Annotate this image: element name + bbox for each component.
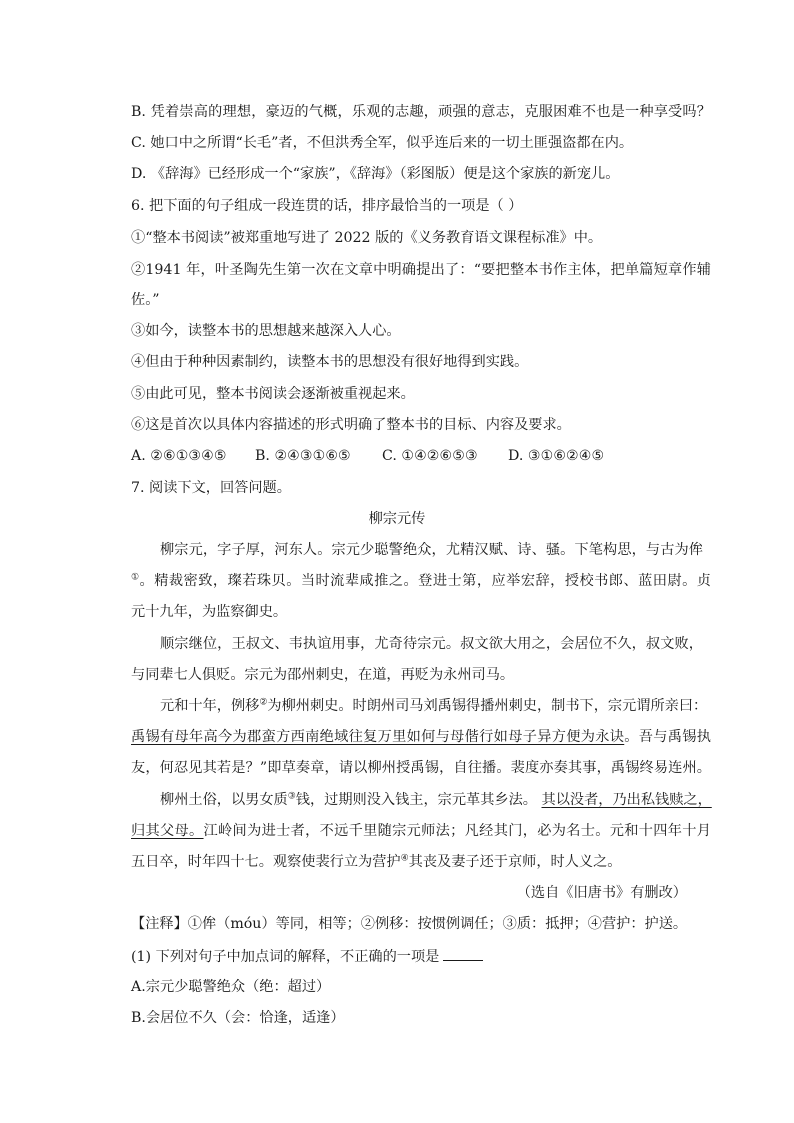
q6-option-a: A. ②⑥①③④⑤ bbox=[131, 448, 227, 464]
q6-sentence-1: ①“整本书阅读”被郑重地写进了 2022 版的《义务教育语文课程标准》中。 bbox=[131, 230, 603, 246]
q6-option-d: D. ③①⑥②④⑤ bbox=[508, 448, 605, 464]
underlined-sentence-1: 禹锡有母年高今为郡蛮方西南绝域往复万里如何与母偕行如母子异方便为永诀 bbox=[131, 729, 625, 745]
q5-option-c: C. 她口中之所谓“长毛”者，不但洪秀全军，似乎连后来的一切土匪强盗都在内。 bbox=[131, 135, 634, 151]
passage-p2-line2: 与同辈七人俱贬。宗元为邵州刺史，在道，再贬为永州司马。 bbox=[131, 667, 515, 683]
answer-blank[interactable] bbox=[443, 946, 483, 961]
passage-p2-line1: 顺宗继位，王叔文、韦执谊用事，尤奇待宗元。叔文欲大用之，会居位不久，叔文败， bbox=[160, 636, 703, 652]
q6-option-b: B. ②④③①⑥⑤ bbox=[255, 448, 351, 464]
q7-stem: 7. 阅读下文，回答问题。 bbox=[131, 480, 291, 496]
footnote-marker-4: ④ bbox=[400, 853, 409, 864]
passage-p4-line1-a: 柳州土俗，以男女质 bbox=[160, 792, 288, 808]
q7-sub1-option-a: A.宗元少聪警绝众（绝：超过） bbox=[131, 979, 331, 995]
passage-title: 柳宗元传 bbox=[368, 511, 426, 527]
q5-option-d: D. 《辞海》已经形成一个“家族”，《辞海》（彩图版）便是这个家族的新宠儿。 bbox=[131, 166, 620, 182]
q6-sentence-4: ④但由于种种因素制约，读整本书的思想没有很好地得到实践。 bbox=[131, 354, 529, 370]
q6-sentence-6: ⑥这是首次以具体内容描述的形式明确了整本书的目标、内容及要求。 bbox=[131, 417, 571, 433]
q6-sentence-2: ②1941 年，叶圣陶先生第一次在文章中明确提出了：“要把整本书作主体，把单篇短章作辅 bbox=[131, 262, 711, 278]
footnote-marker-3: ③ bbox=[287, 791, 296, 802]
q7-sub1-option-b: B.会居位不久（会：恰逢，适逢） bbox=[131, 1010, 345, 1026]
passage-p1-line1: 柳宗元，字子厚，河东人。宗元少聪警绝众，尤精汉赋、诗、骚。下笔构思，与古为侔 bbox=[160, 542, 703, 558]
passage-p3-line1 bbox=[160, 696, 708, 716]
passage-p3-line3: 友，何忍见其若是？”即草奏章，请以柳州授禹锡，自往播。裴度亦奏其事，禹锡终易连州。 bbox=[131, 760, 711, 776]
passage-p4-line3 bbox=[131, 852, 711, 872]
q7-sub1-stem-text: (1) 下列对句子中加点词的解释，不正确的一项是 bbox=[131, 949, 440, 965]
passage-p3-line2-rest: 。吾与禹锡执 bbox=[624, 729, 711, 745]
footnote-marker-2: ② bbox=[259, 697, 268, 708]
passage-p4-line2-rest: 江岭间为进士者，不远千里随宗元师法；凡经其门，必为名士。元和十四年十月 bbox=[203, 823, 711, 839]
passage-source: （选自《旧唐书》有删改） bbox=[516, 885, 687, 901]
q6-stem: 6. 把下面的句子组成一段连贯的话，排序最恰当的一项是（ ） bbox=[131, 198, 523, 214]
passage-p3-line1-a: 元和十年，例移 bbox=[160, 698, 260, 714]
passage-notes: 【注释】①侔（móu）等同，相等；②例移：按惯例调任；③质：抵押；④营护：护送。 bbox=[131, 916, 688, 932]
underlined-sentence-2: 其以没者，乃出私钱赎之， bbox=[541, 792, 712, 808]
passage-p4-line3-a: 五日卒，时年四十七。观察使裴行立为营护 bbox=[131, 854, 401, 870]
passage-p3-line2 bbox=[131, 727, 711, 747]
q5-option-b: B. 凭着崇高的理想，豪迈的气概，乐观的志趣，顽强的意志，克服困难不也是一种享受吗？ bbox=[131, 104, 711, 120]
passage-p3-line1-b: 为柳州刺史。时朗州司马刘禹锡得播州刺史，制书下，宗元谓所亲曰： bbox=[267, 698, 708, 714]
q6-sentence-2-cont: 佐。” bbox=[131, 292, 160, 308]
passage-p4-line1 bbox=[160, 790, 712, 810]
q6-option-c: C. ①④②⑥⑤③ bbox=[382, 448, 478, 464]
passage-p1-line2-text: 。精裁密致，璨若珠贝。当时流辈咸推之。登进士第，应举宏辞，授校书郎、蓝田尉。贞 bbox=[139, 573, 711, 589]
q6-sentence-5: ⑤由此可见，整本书阅读会逐渐被重视起来。 bbox=[131, 386, 415, 402]
passage-p4-line2 bbox=[131, 821, 711, 841]
passage-p4-line1-b: 钱，过期则没入钱主，宗元革其乡法。 bbox=[295, 792, 537, 808]
q6-sentence-3: ③如今，读整本书的思想越来越深入人心。 bbox=[131, 323, 401, 339]
passage-p1-line2 bbox=[131, 571, 711, 591]
passage-p1-line3: 元十九年，为监察御史。 bbox=[131, 604, 288, 620]
passage-p4-line3-b: 其丧及妻子还于京师，时人义之。 bbox=[408, 854, 622, 870]
footnote-marker-1: ① bbox=[131, 572, 140, 583]
q7-sub1-stem bbox=[131, 946, 711, 967]
underlined-sentence-2-cont: 归其父母。 bbox=[131, 823, 204, 839]
